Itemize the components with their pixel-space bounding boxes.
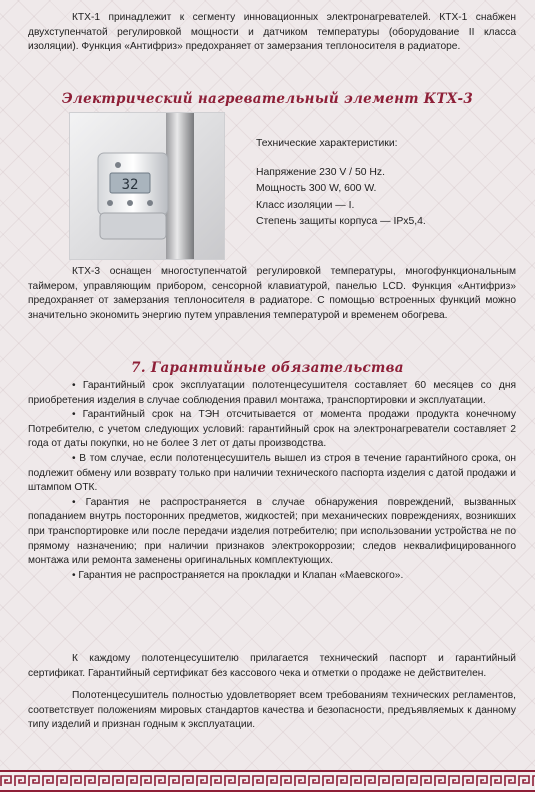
- meander-pattern-icon: [0, 774, 535, 788]
- warranty-item: • Гарантийный срок эксплуатации полотенцесушителя составляет 60 месяцев со дня приобретения изделия в случае соблюдения правил монтажа, транспортировки и эксплуатации.: [28, 380, 516, 406]
- closing-paragraph: Полотенцесушитель полностью удовлетворяет всем требованиям технических регламентов, соответствует положениям мировых стандартов качества и безопасности, предъявляемых к данному типу изделий и признан годным к эксплуатации.: [28, 690, 516, 731]
- spec-power: Мощность 300 W, 600 W.: [256, 183, 377, 194]
- device-lcd-readout: 32: [121, 177, 139, 193]
- spec-protection: Степень защиты корпуса — IPx5,4.: [256, 216, 426, 227]
- spec-insulation: Класс изоляции — I.: [256, 199, 355, 211]
- warranty-list: [28, 379, 516, 583]
- heating-element-illustration: [70, 113, 224, 259]
- heading-warranty: 7. Гарантийные обязательства: [131, 360, 404, 376]
- closing-paragraph: К каждому полотенцесушителю прилагается технический паспорт и гарантийный сертификат. Гарантийный сертификат без кассового чека и отметки о продаже не действителен.: [28, 653, 516, 679]
- spec-voltage: Напряжение 230 V / 50 Hz.: [256, 166, 385, 178]
- specs-title: Технические характеристики:: [256, 138, 398, 149]
- intro-paragraph: КТХ-1 принадлежит к сегменту инновационных электронагревателей. КТХ-1 снабжен двухступенчатой регулировкой мощности и датчиком температуры (оборудование II класса изоляции). Функция «Антифриз» предохраняет от замерзания теплоносителя в радиаторе.: [28, 12, 516, 53]
- ktx3-description: КТХ-3 оснащен многоступенчатой регулировкой температуры, многофункциональным таймером, управляющим прибором, сенсорной клавиатурой, панелью LCD. Функция «Антифриз» предохраняет от замерзания теплоносителя в радиаторе. С помощью встроенных функций можно значительно экономить энергию путем управления температурой и временем обогрева.: [28, 266, 516, 321]
- warranty-item: • Гарантия не распространяется в случае обнаружения повреждений, вызванных попаданием внутрь посторонних предметов, жидкостей; при механических повреждениях, возникших при транспортировке или после передачи изделия потребителю; при использовании устройства не по прямому назначению; при наличии признаков электрокоррозии; следов неквалифицированного монтажа или ремонта заменены оригинальных комплектующих.: [28, 496, 516, 567]
- decorative-border: [0, 770, 535, 792]
- warranty-item: • Гарантийный срок на ТЭН отсчитывается от момента продажи продукта конечному Потребителю, с учетом следующих условий: гарантийный срок на электронагреватели составляет 2 года от даты покупки, но не более 3 лет от даты производства.: [28, 409, 516, 450]
- warranty-item: • Гарантия не распространяется на прокладки и Клапан «Маевского».: [72, 569, 404, 581]
- heating-element-photo: [69, 112, 225, 260]
- technical-specs: [256, 136, 516, 231]
- heading-heating-element: Электрический нагревательный элемент КТХ-3: [61, 91, 474, 107]
- warranty-item: • В том случае, если полотенцесушитель вышел из строя в течение гарантийного срока, он подлежит обмену или возврату только при наличии технического паспорта изделия с датой продажи и штампом ОТК.: [28, 452, 516, 494]
- closing-text: [28, 652, 516, 733]
